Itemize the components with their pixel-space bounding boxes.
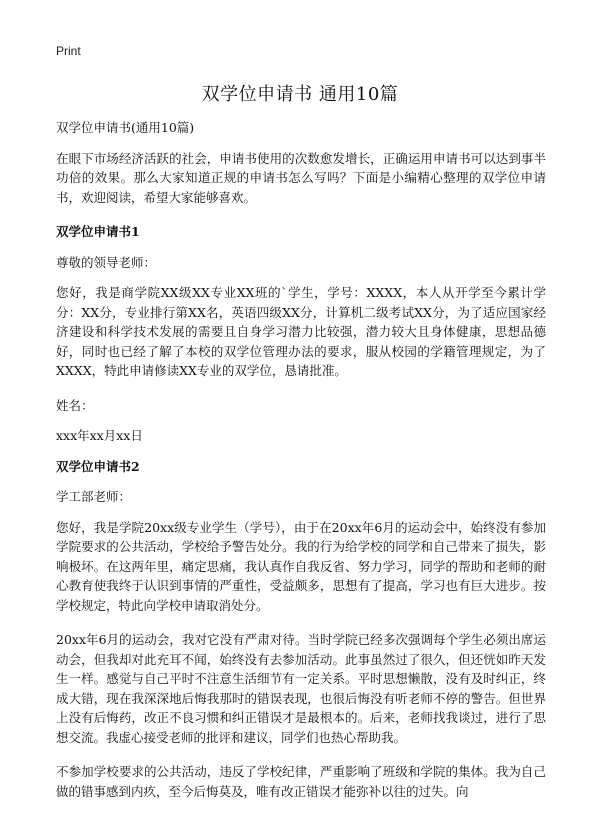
intro-paragraph: 在眼下市场经济活跃的社会，申请书使用的次数愈发增长，正确运用申请书可以达到事半功倍的效果。那么大家知道正规的申请书怎么写吗？下面是小编精心整理的双学位申请书，欢迎阅读，希望大家能够喜欢。 (56, 150, 546, 205)
letter-2-heading: 双学位申请书2 (56, 458, 140, 474)
letter-1-signature-date: xxx年xx月xx日 (56, 428, 143, 443)
document-subtitle: 双学位申请书(通用10篇) (56, 120, 195, 135)
letter-1-signature-name: 姓名： (56, 397, 94, 413)
letter-2-paragraph-1: 您好，我是学院20xx级专业学生（学号），由于在20xx年6月的运动会中，始终没有参加学院要求的公共活动，学校给予警告处分。我的行为给学校的同学和自己带来了损失，影响极坏。在这两年里，痛定思痛，我认真作自我反省、努力学习，同学的帮助和老师的耐心教育使我终于认识到事情的严重性，受益颇多，思想有了提高，学习也有巨大进步。按学校规定，特此向学校申请取消处分。 (56, 519, 546, 613)
letter-1-heading: 双学位申请书1 (56, 224, 140, 239)
letter-1-body: 您好，我是商学院XX级XX专业XX班的`学生，学号：XXXX，本人从开学至今累计学分：XX分，专业排行第XX名，英语四级XX分，计算机二级考试XX分，为了适应国家经济建设和科学技术发展的需要且自身学习潜力比较强，潜力较大且身体健康，思想品德好，同时也已经了解了本校的双学位管理办法的要求，服从校园的学籍管理规定，为了XXXX，特此申请修读XX专业的双学位，恳请批准。 (56, 285, 546, 378)
letter-2-paragraph-3: 不参加学校要求的公共活动，违反了学校纪律，严重影响了班级和学院的集体。我为自己做的错事感到内疚，至今后悔莫及，唯有改正错误才能弥补以往的过失。向 (56, 764, 546, 799)
letter-2-paragraph-2: 20xx年6月的运动会，我对它没有严肃对待。当时学院已经多次强调每个学生必须出席运动会，但我却对此充耳不闻，始终没有去参加活动。此事虽然过了很久，但还恍如昨天发生一样。感觉与自己平时不注意生活细节有一定关系。平时思想懒散，没有及时纠正，终成大错，现在我深深地后悔我那时的错误表现，也很后悔没有听老师不停的警告。但世界上没有后悔药，改正不良习惯和纠正错误才是最根本的。后来，老师找我谈过，进行了思想交流。我虚心接受老师的批评和建议，同学们也热心帮助我。 (56, 632, 546, 745)
print-link[interactable]: Print (56, 44, 81, 58)
letter-1-greeting: 尊敬的领导老师： (56, 254, 157, 270)
document-title: 双学位申请书 通用10篇 (201, 84, 399, 105)
document-body (56, 118, 546, 816)
letter-2-greeting: 学工部老师： (56, 489, 132, 504)
